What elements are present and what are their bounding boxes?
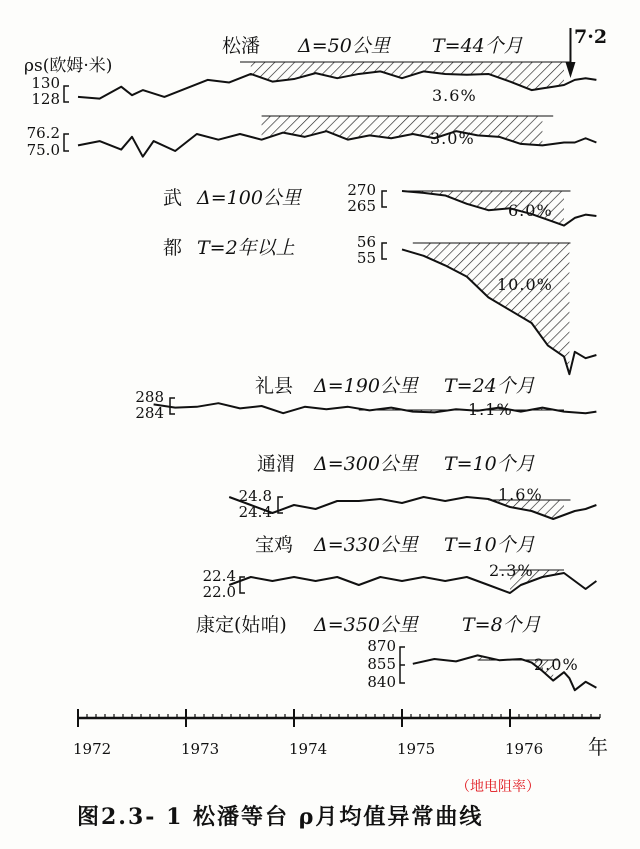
anomaly-hatch-3 xyxy=(424,243,570,374)
station-name-kangding: 康定(姑咱) xyxy=(196,614,287,636)
ytick-baoji-2: 22.0 xyxy=(202,583,236,601)
station-name-songpan: 松潘 xyxy=(222,35,261,57)
scale-bracket-3 xyxy=(382,243,387,259)
hatch-layer xyxy=(240,62,570,681)
station-name-tongwei: 通渭 xyxy=(257,453,296,475)
xtick-1972: 1972 xyxy=(73,740,112,758)
xtick-1974: 1974 xyxy=(289,740,328,758)
station-name-wudu-line1: 武 xyxy=(163,187,183,209)
ytick-wudu-a-2: 265 xyxy=(347,197,376,215)
station-delta-tongwei: Δ=300公里 xyxy=(314,453,418,475)
station-period-baoji: T=10个月 xyxy=(444,534,535,556)
anomaly-pct-baoji: 2.3% xyxy=(489,561,534,580)
station-delta-wudu: Δ=100公里 xyxy=(197,187,301,209)
ytick-tongwei-2: 24.4 xyxy=(238,503,272,521)
anomaly-pct-tongwei: 1.6% xyxy=(498,485,543,504)
ytick-songpan-b-2: 75.0 xyxy=(26,141,60,159)
anomaly-pct-wudu-a: 6.0% xyxy=(508,201,553,220)
station-name-wudu-line2: 都 xyxy=(163,237,183,259)
earthquake-event-label: 7·2 xyxy=(574,26,608,48)
ytick-wudu-b-2: 55 xyxy=(356,249,376,267)
ytick-lixian-1: 288 xyxy=(135,388,164,406)
station-delta-kangding: Δ=350公里 xyxy=(314,614,418,636)
scale-bracket-2 xyxy=(382,191,387,207)
ytick-songpan-a-1: 130 xyxy=(31,74,60,92)
xtick-1973: 1973 xyxy=(181,740,220,758)
station-period-lixian: T=24个月 xyxy=(444,375,535,397)
station-delta-songpan: Δ=50公里 xyxy=(298,35,390,57)
anomaly-pct-wudu-b: 10.0% xyxy=(497,275,553,294)
ytick-lixian-2: 284 xyxy=(135,404,164,422)
figure-note: （地电阻率） xyxy=(456,779,540,795)
anomaly-hatch-1 xyxy=(262,116,543,148)
y-unit-label: ρs(欧姆·米) xyxy=(24,56,113,76)
ytick-wudu-a-1: 270 xyxy=(347,181,376,199)
ytick-songpan-b-1: 76.2 xyxy=(26,124,60,142)
scale-bracket-0 xyxy=(64,86,69,102)
anomaly-pct-lixian: 1.1% xyxy=(468,400,513,419)
ytick-baoji-1: 22.4 xyxy=(202,567,236,585)
xtick-1975: 1975 xyxy=(397,740,436,758)
scale-bracket-7 xyxy=(400,647,405,683)
station-name-baoji: 宝鸡 xyxy=(255,534,294,556)
station-period-songpan: T=44个月 xyxy=(432,35,523,57)
xtick-1976: 1976 xyxy=(505,740,544,758)
station-name-lixian: 礼县 xyxy=(255,375,294,397)
station-delta-lixian: Δ=190公里 xyxy=(314,375,418,397)
figure-caption: 图2.3- 1 松潘等台 ρ月均值异常曲线 xyxy=(77,804,484,830)
station-period-tongwei: T=10个月 xyxy=(444,453,535,475)
series-line-4 xyxy=(154,403,597,413)
ytick-kangding-3: 840 xyxy=(367,673,396,691)
event-arrow-head xyxy=(565,62,575,78)
ytick-kangding-1: 870 xyxy=(367,637,396,655)
scale-bracket-4 xyxy=(170,398,175,414)
station-delta-baoji: Δ=330公里 xyxy=(314,534,418,556)
ytick-wudu-b-1: 56 xyxy=(356,233,376,251)
anomaly-pct-songpan-b: 3.0% xyxy=(430,129,475,148)
scale-bracket-1 xyxy=(64,134,69,151)
station-period-wudu: T=2年以上 xyxy=(197,237,295,259)
anomaly-pct-songpan-a: 3.6% xyxy=(432,86,477,105)
x-axis-unit: 年 xyxy=(588,735,608,759)
ytick-tongwei-1: 24.8 xyxy=(238,487,272,505)
ytick-kangding-2: 855 xyxy=(367,655,396,673)
ytick-songpan-a-2: 128 xyxy=(31,90,60,108)
anomaly-pct-kangding: 2.0% xyxy=(534,655,579,674)
station-period-kangding: T=8个月 xyxy=(462,614,541,636)
